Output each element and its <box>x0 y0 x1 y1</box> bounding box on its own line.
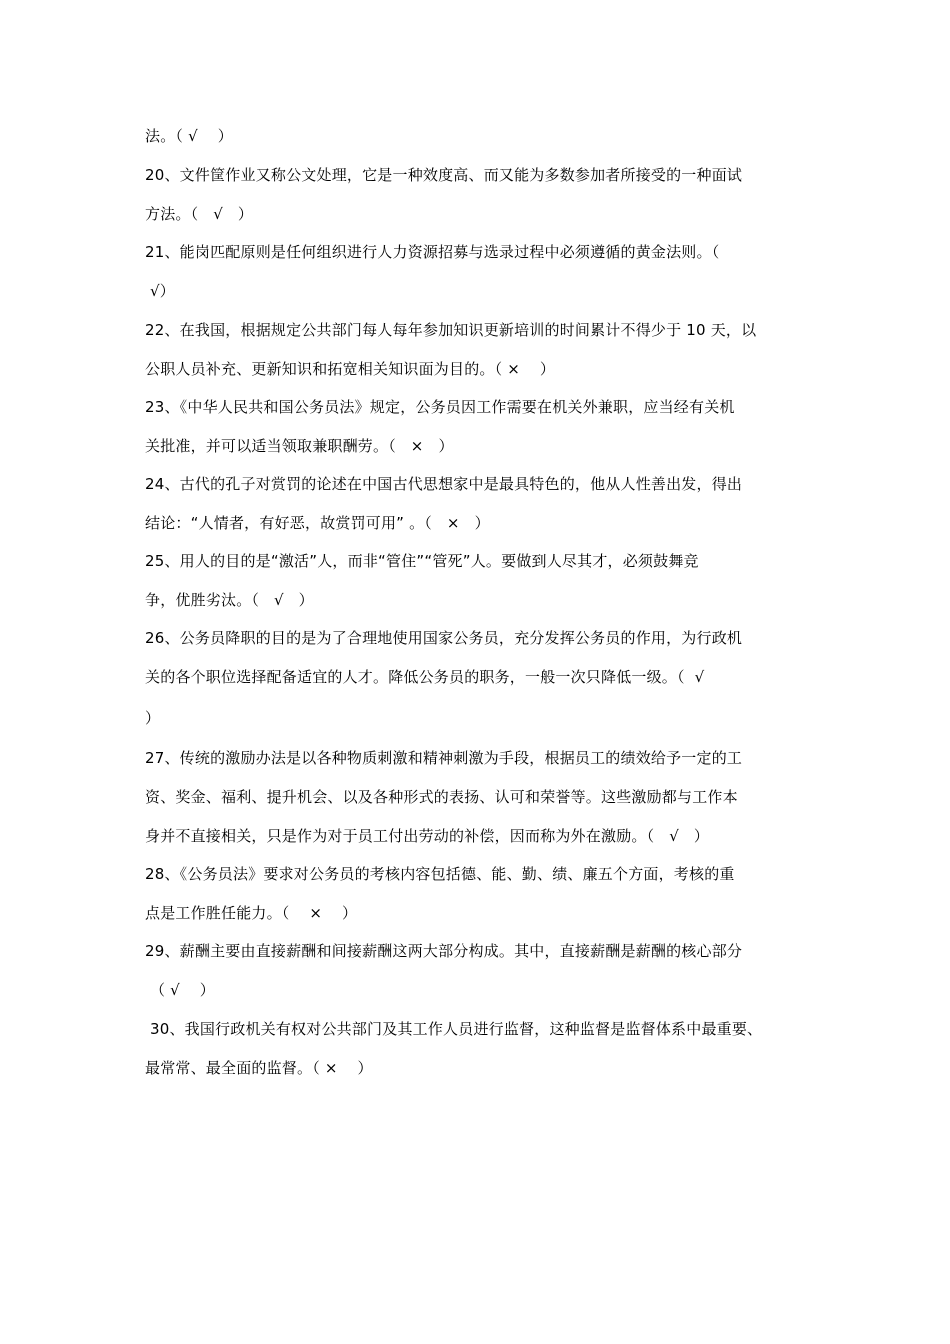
line-q29-part1: 29、薪酬主要由直接薪酬和间接薪酬这两大部分构成。其中，直接薪酬是薪酬的核心部分 <box>145 942 743 960</box>
line-q27-part2: 资、奖金、福利、提升机会、以及各种形式的表扬、认可和荣誉等。这些激励都与工作本 <box>145 788 738 806</box>
line-q26-part3: ） <box>145 709 161 727</box>
line-q24-part1: 24、古代的孔子对赏罚的论述在中国古代思想家中是最具特色的，他从人性善出发，得出 <box>145 475 743 493</box>
line-q29-part2: （ √ ） <box>145 981 215 999</box>
line-q22-part2: 公职人员补充、更新知识和拓宽相关知识面为目的。（ × ） <box>145 360 556 378</box>
line-q22-part1: 22、在我国，根据规定公共部门每人每年参加知识更新培训的时间累计不得少于 10 天，以 <box>145 321 757 339</box>
line-q27-part3: 身并不直接相关，只是作为对于员工付出劳动的补偿，因而称为外在激励。（ √ ） <box>145 827 710 845</box>
line-q23-part2: 关批准，并可以适当领取兼职酬劳。（ × ） <box>145 437 454 455</box>
line-q19-continuation: 法。（ √ ） <box>145 127 233 145</box>
line-q30-part2: 最常常、最全面的监督。（ × ） <box>145 1059 373 1077</box>
line-q20-part1: 20、文件筐作业又称公文处理，它是一种效度高、而又能为多数参加者所接受的一种面试 <box>145 166 743 184</box>
line-q27-part1: 27、传统的激励办法是以各种物质刺激和精神刺激为手段，根据员工的绩效给予一定的工 <box>145 749 743 767</box>
line-q26-part1: 26、公务员降职的目的是为了合理地使用国家公务员，充分发挥公务员的作用，为行政机 <box>145 629 743 647</box>
line-q21-part2: √） <box>145 282 175 300</box>
line-q20-part2: 方法。（ √ ） <box>145 205 254 223</box>
line-q28-part1: 28、《公务员法》要求对公务员的考核内容包括德、能、勤、绩、廉五个方面，考核的重 <box>145 865 735 883</box>
line-q24-part2: 结论：“人情者，有好恶，故赏罚可用” 。（ × ） <box>145 514 490 532</box>
line-q21-part1: 21、能岗匹配原则是任何组织进行人力资源招募与选录过程中必须遵循的黄金法则。（ <box>145 243 720 261</box>
line-q25-part1: 25、用人的目的是“激活”人，而非“管住”“管死”人。要做到人尽其才，必须鼓舞竞 <box>145 552 699 570</box>
line-q30-part1: 30、我国行政机关有权对公共部门及其工作人员进行监督，这种监督是监督体系中最重要、 <box>145 1020 763 1038</box>
line-q25-part2: 争，优胜劣汰。（ √ ） <box>145 591 314 609</box>
line-q23-part1: 23、《中华人民共和国公务员法》规定，公务员因工作需要在机关外兼职，应当经有关机 <box>145 398 735 416</box>
line-q28-part2: 点是工作胜任能力。（ × ） <box>145 904 358 922</box>
line-q26-part2: 关的各个职位选择配备适宜的人才。降低公务员的职务，一般一次只降低一级。（ √ <box>145 668 705 686</box>
